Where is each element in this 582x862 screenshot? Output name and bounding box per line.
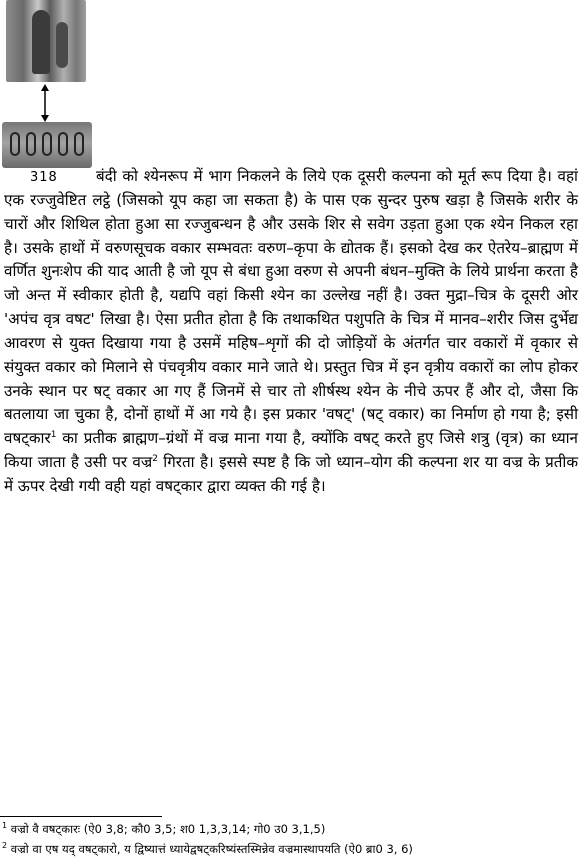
paragraph-text-1: बंदी को श्येनरूप में भाग निकलने के लिये एक दूसरी कल्पना को मूर्त रूप दिया है। वहां एक रज्जुवेष्टित लट्ठे (जिसको यूप कहा जा सकता है) के पास एक सुन्दर पुरुष खड़ा है जिसके शरीर के चारों और शिथिल होता हुआ सा रज्जुबन्धन है और उसके शिर से सवेग उड़ता हुआ एक श्येन निकल रहा है। उसके हाथों में वरुणसूचक वकार सम्भवतः वरुण–कृपा के द्योतक हैं। इसको देख कर ऐतरेय–ब्राह्मण में वर्णित शुनःशेप की याद आती है जो यूप से बंधा हुआ वरुण से अपनी बंधन–मुक्ति के लिये प्रार्थना करता है जो अन्त में स्वीकार होती है, यद्यपि वहां किसी श्येन का उल्लेख नहीं है। उक्त मुद्रा–चित्र के दूसरी ओर 'अपंच वृत्र वषट' लिखा है। ऐसा प्रतीत होता है कि तथाकथित पशुपति के चित्र में मानव–शरीर जिस दुर्भेद्य आवरण से युक्त दिखाया गया है उसमें महिष–शृगों की दो जोड़ियों के अंतर्गत चार वकारों में वृकार से संयुक्त वकार को मिलाने से पंचवृत्रीय वकार माने जाते थे। प्रस्तुत चित्र में इन वृत्रीय वकारों का लोप होकर उनके स्थान पर षट् वकार आ गए हैं जिनमें से चार तो शीर्षस्थ श्येन के नीचे ऊपर हैं और दो, जैसा कि बतलाया जा चुका है, दोनों हाथों में आ गये है। इस प्रकार 'वषट्' (षट् वकार) का निर्माण हो गया है; इसी वषट्कार xyxy=(4,167,578,448)
footnote-ref-2[interactable]: 2 xyxy=(152,454,158,465)
seal-impression-image xyxy=(6,0,86,82)
seal-figure xyxy=(0,0,95,186)
footnote-text: वज्रो वै वषट्कारः (ऐ0 3,8; कौ0 3,5; श0 1,3,3,14; गो0 उ0 3,1,5) xyxy=(7,822,326,836)
footnote-marker: 2 xyxy=(2,841,8,851)
paragraph-text-3: गिरता है। इससे स्पष्ट है कि जो ध्यान–योग की कल्पना शर या वज्र के प्रतीक में ऊपर देखी गयी वही यहां वषट्कार द्वारा व्यक्त की गई है। xyxy=(4,453,578,495)
double-arrow-icon xyxy=(40,84,50,122)
footnote-ref-1[interactable]: 1 xyxy=(50,430,57,441)
footnote-divider xyxy=(0,816,162,817)
body-paragraph xyxy=(4,165,578,499)
seal-obverse-image xyxy=(2,122,92,168)
footnote-text: वज्रो वा एष यद् वषट्कारो, य द्विष्यात्तं ध्यायेद्वषट्करिष्यंस्तस्मिन्नेव वज्रमास्थापयति (ऐ0 ब्रा0 3, 6) xyxy=(7,842,413,856)
footnote-1 xyxy=(2,822,325,837)
paragraph-text-2: का प्रतीक ब्राह्मण–ग्रंथों में वज्र माना गया है, क्योंकि वषट् करते हुए जिसे शत्रु (वृत्र) का ध्यान किया जाता है उसी पर वज्र xyxy=(4,429,578,472)
figure-number: 318 xyxy=(30,170,58,185)
footnote-marker: 1 xyxy=(2,821,8,831)
footnote-2 xyxy=(2,842,413,857)
